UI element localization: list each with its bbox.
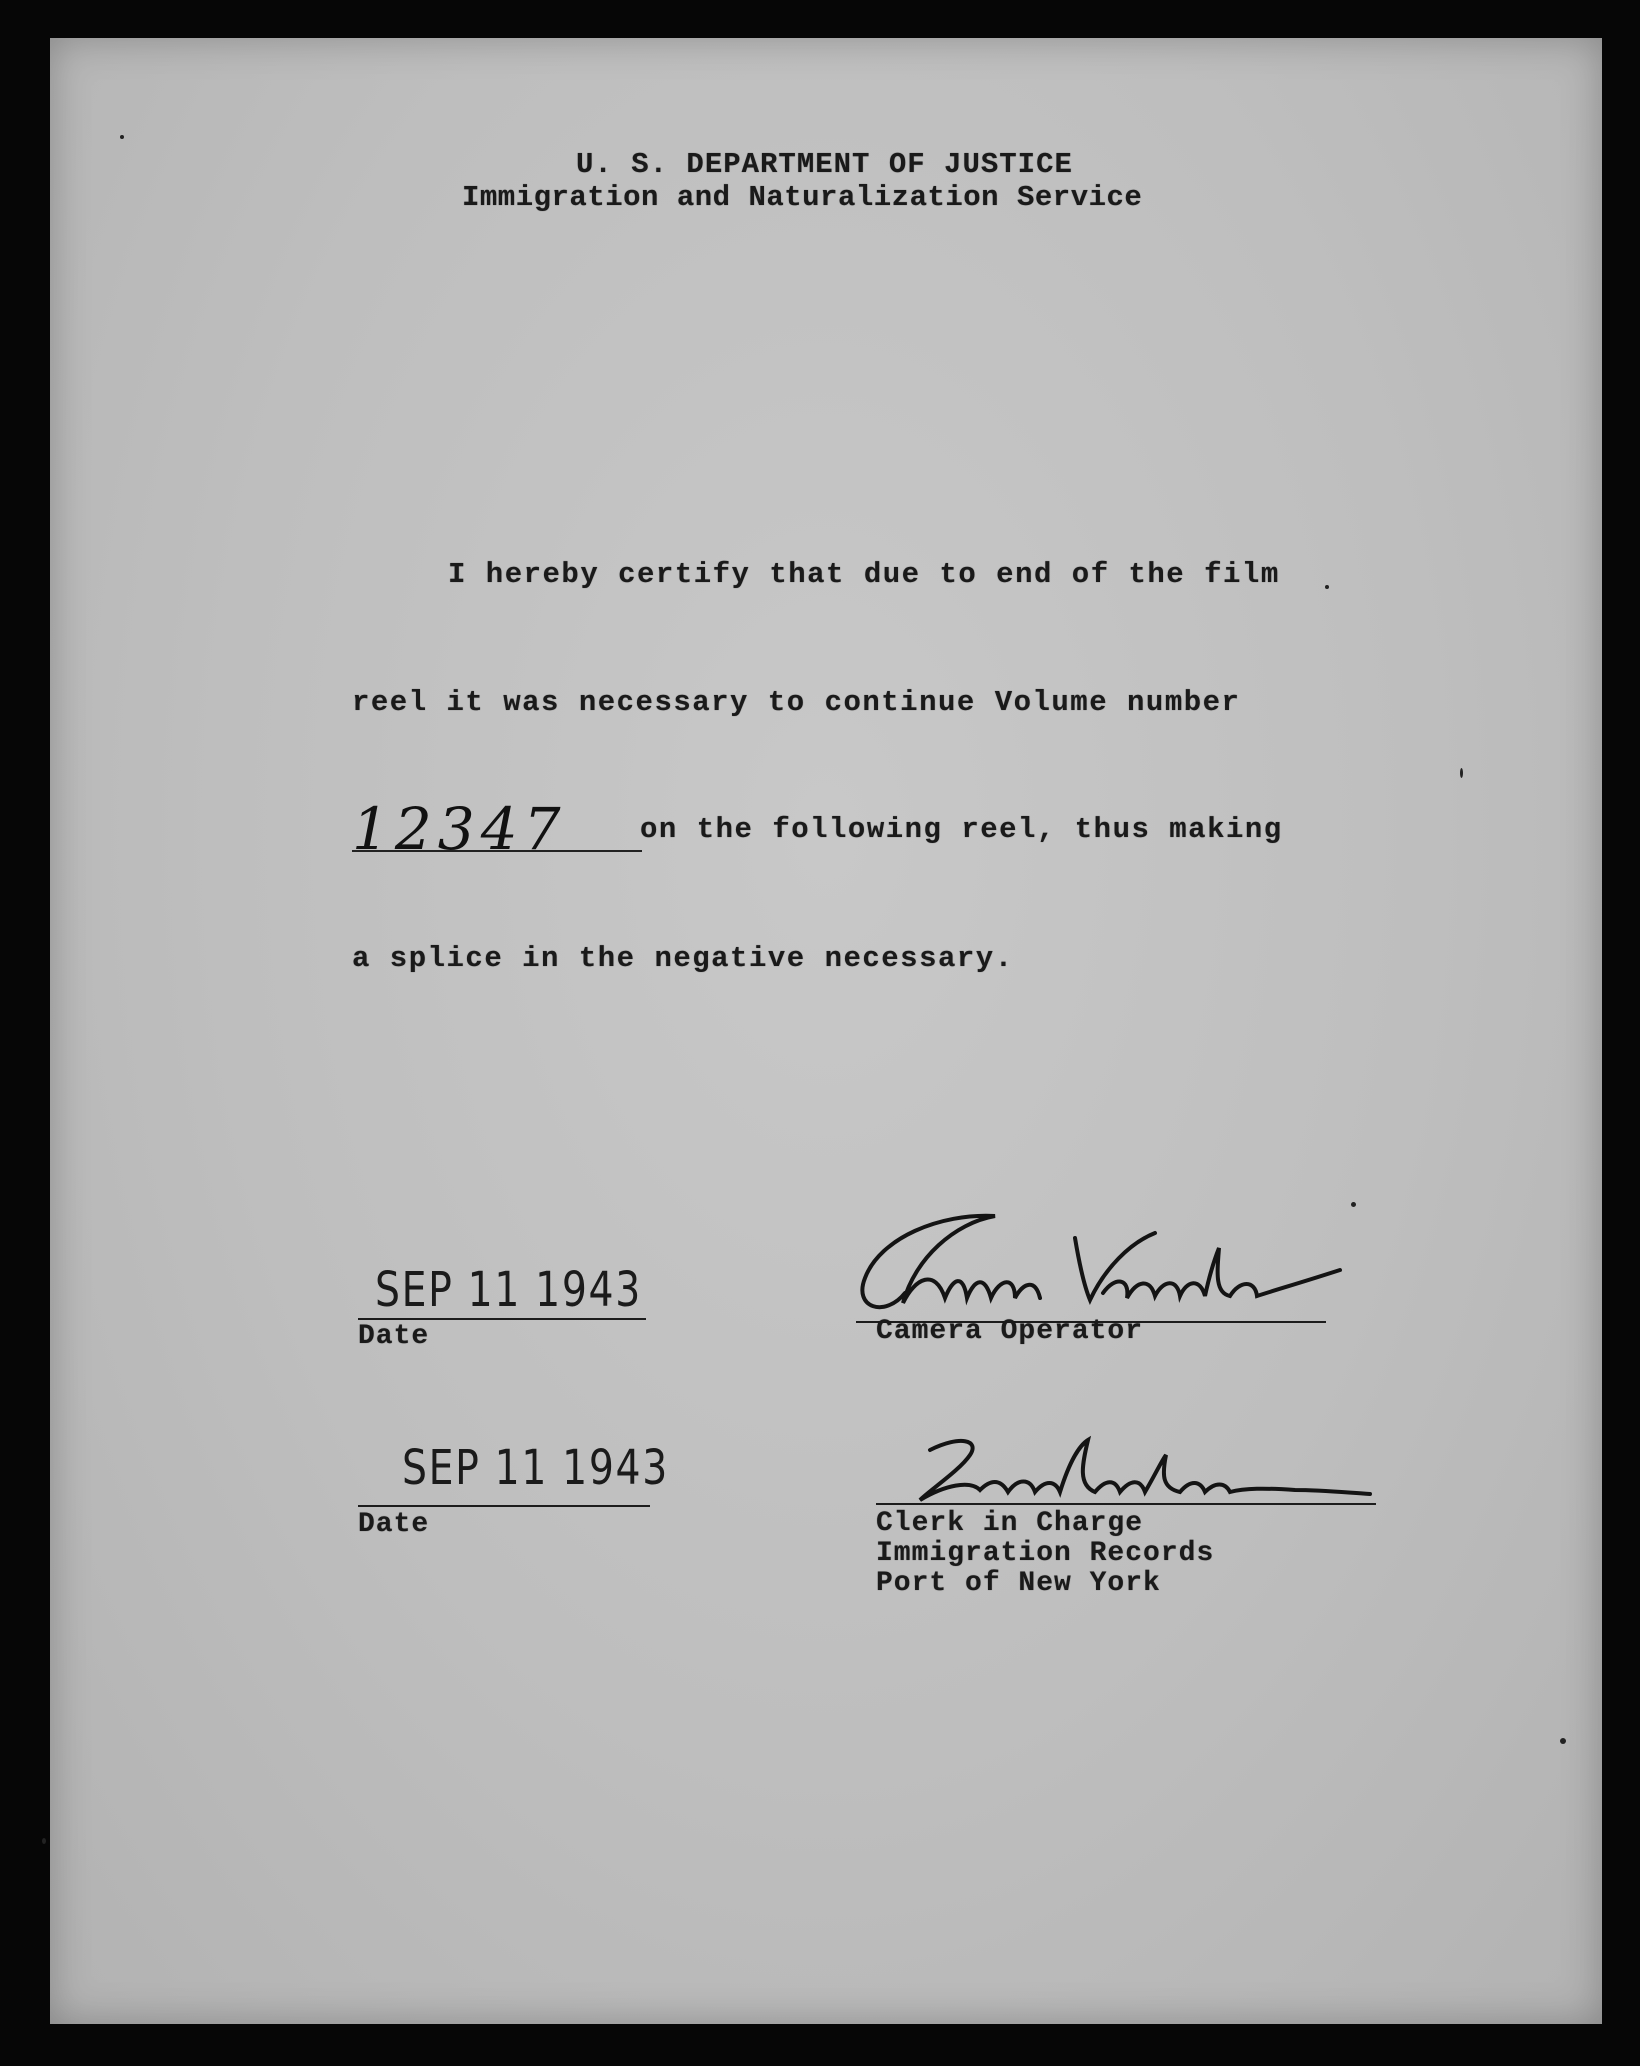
dust-speck bbox=[1560, 1738, 1566, 1744]
camera-operator-label: Camera Operator bbox=[876, 1316, 1144, 1347]
dust-speck bbox=[1325, 585, 1329, 589]
certification-line-1: I hereby certify that due to end of the film bbox=[448, 558, 1280, 591]
clerk-title-line-1: Clerk in Charge bbox=[876, 1508, 1144, 1539]
signature-line-2 bbox=[876, 1503, 1376, 1505]
certification-line-3: on the following reel, thus making bbox=[640, 813, 1283, 846]
date-label-1: Date bbox=[358, 1321, 430, 1352]
document-page bbox=[50, 38, 1602, 2024]
service-subheading: Immigration and Naturalization Service bbox=[462, 181, 1143, 214]
clerk-signature bbox=[900, 1430, 1380, 1510]
certification-line-2: reel it was necessary to continue Volume number bbox=[352, 686, 1241, 719]
volume-number-handwritten: 12347 bbox=[352, 795, 567, 863]
date-line-2 bbox=[358, 1505, 650, 1507]
certification-line-4: a splice in the negative necessary. bbox=[352, 942, 1014, 975]
date-label-2: Date bbox=[358, 1509, 430, 1540]
clerk-title-line-3: Port of New York bbox=[876, 1568, 1161, 1599]
department-heading: U. S. DEPARTMENT OF JUSTICE bbox=[576, 148, 1073, 181]
date-stamp-2: SEP 11 1943 bbox=[402, 1440, 669, 1496]
dust-speck bbox=[42, 1838, 46, 1844]
dust-speck bbox=[120, 135, 124, 139]
dust-speck bbox=[1460, 768, 1463, 778]
date-line-1 bbox=[358, 1318, 646, 1320]
date-stamp-1: SEP 11 1943 bbox=[375, 1262, 642, 1318]
volume-number-underline bbox=[352, 850, 642, 852]
dust-speck bbox=[1351, 1202, 1356, 1207]
clerk-title-line-2: Immigration Records bbox=[876, 1538, 1215, 1569]
